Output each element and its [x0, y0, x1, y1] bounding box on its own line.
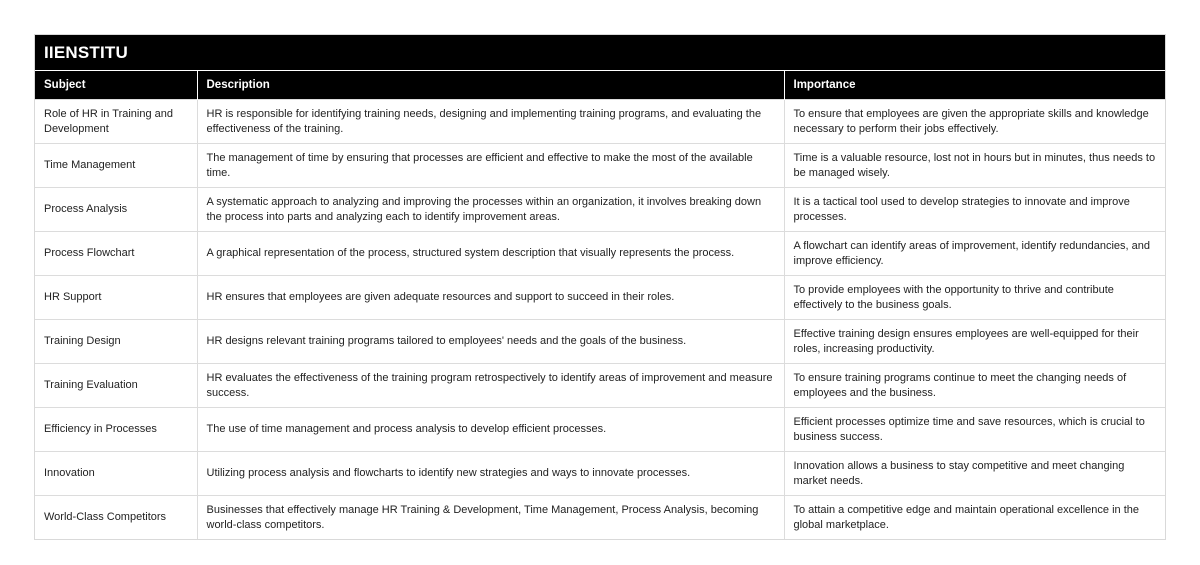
importance-cell: To attain a competitive edge and maintain operational excellence in the global marketplace.: [784, 496, 1165, 540]
description-cell: A graphical representation of the process, structured system description that visually represents the process.: [197, 232, 784, 276]
importance-cell: Time is a valuable resource, lost not in hours but in minutes, thus needs to be managed wisely.: [784, 144, 1165, 188]
subject-cell: Time Management: [35, 144, 197, 188]
description-cell: HR evaluates the effectiveness of the training program retrospectively to identify areas of improvement and measure success.: [197, 364, 784, 408]
table-row: [35, 452, 1165, 496]
subject-cell: Efficiency in Processes: [35, 408, 197, 452]
importance-cell: A flowchart can identify areas of improvement, identify redundancies, and improve efficiency.: [784, 232, 1165, 276]
description-cell: HR designs relevant training programs tailored to employees' needs and the goals of the business.: [197, 320, 784, 364]
table-row: [35, 232, 1165, 276]
table-row: [35, 496, 1165, 540]
importance-cell: Innovation allows a business to stay competitive and meet changing market needs.: [784, 452, 1165, 496]
description-cell: The management of time by ensuring that processes are efficient and effective to make the most of the available time.: [197, 144, 784, 188]
description-cell: Businesses that effectively manage HR Training & Development, Time Management, Process Analysis, becoming world-class competitors.: [197, 496, 784, 540]
importance-cell: To ensure training programs continue to meet the changing needs of employees and the business.: [784, 364, 1165, 408]
subject-cell: HR Support: [35, 276, 197, 320]
description-cell: A systematic approach to analyzing and improving the processes within an organization, it involves breaking down the process into parts and analyzing each to identify improvement areas.: [197, 188, 784, 232]
table-row: [35, 188, 1165, 232]
importance-cell: To provide employees with the opportunity to thrive and contribute effectively to the business goals.: [784, 276, 1165, 320]
header-row: [35, 71, 1165, 100]
table-row: [35, 276, 1165, 320]
description-cell: The use of time management and process analysis to develop efficient processes.: [197, 408, 784, 452]
subject-cell: Process Analysis: [35, 188, 197, 232]
subject-cell: Role of HR in Training and Development: [35, 100, 197, 144]
importance-cell: To ensure that employees are given the appropriate skills and knowledge necessary to perform their jobs effectively.: [784, 100, 1165, 144]
importance-cell: It is a tactical tool used to develop strategies to innovate and improve processes.: [784, 188, 1165, 232]
subject-cell: Innovation: [35, 452, 197, 496]
brand-title: IIENSTITU: [35, 35, 1165, 70]
subject-cell: Training Design: [35, 320, 197, 364]
table-container: [34, 34, 1166, 540]
importance-cell: Effective training design ensures employees are well-equipped for their roles, increasing productivity.: [784, 320, 1165, 364]
table-row: [35, 320, 1165, 364]
description-cell: HR is responsible for identifying training needs, designing and implementing training programs, and evaluating the effectiveness of the training.: [197, 100, 784, 144]
column-header-subject: Subject: [35, 71, 197, 100]
subject-cell: World-Class Competitors: [35, 496, 197, 540]
description-cell: Utilizing process analysis and flowcharts to identify new strategies and ways to innovate processes.: [197, 452, 784, 496]
table-row: [35, 144, 1165, 188]
column-header-importance: Importance: [784, 71, 1165, 100]
data-table: [35, 70, 1165, 539]
subject-cell: Training Evaluation: [35, 364, 197, 408]
table-row: [35, 100, 1165, 144]
subject-cell: Process Flowchart: [35, 232, 197, 276]
description-cell: HR ensures that employees are given adequate resources and support to succeed in their roles.: [197, 276, 784, 320]
table-row: [35, 408, 1165, 452]
importance-cell: Efficient processes optimize time and save resources, which is crucial to business success.: [784, 408, 1165, 452]
table-row: [35, 364, 1165, 408]
column-header-description: Description: [197, 71, 784, 100]
